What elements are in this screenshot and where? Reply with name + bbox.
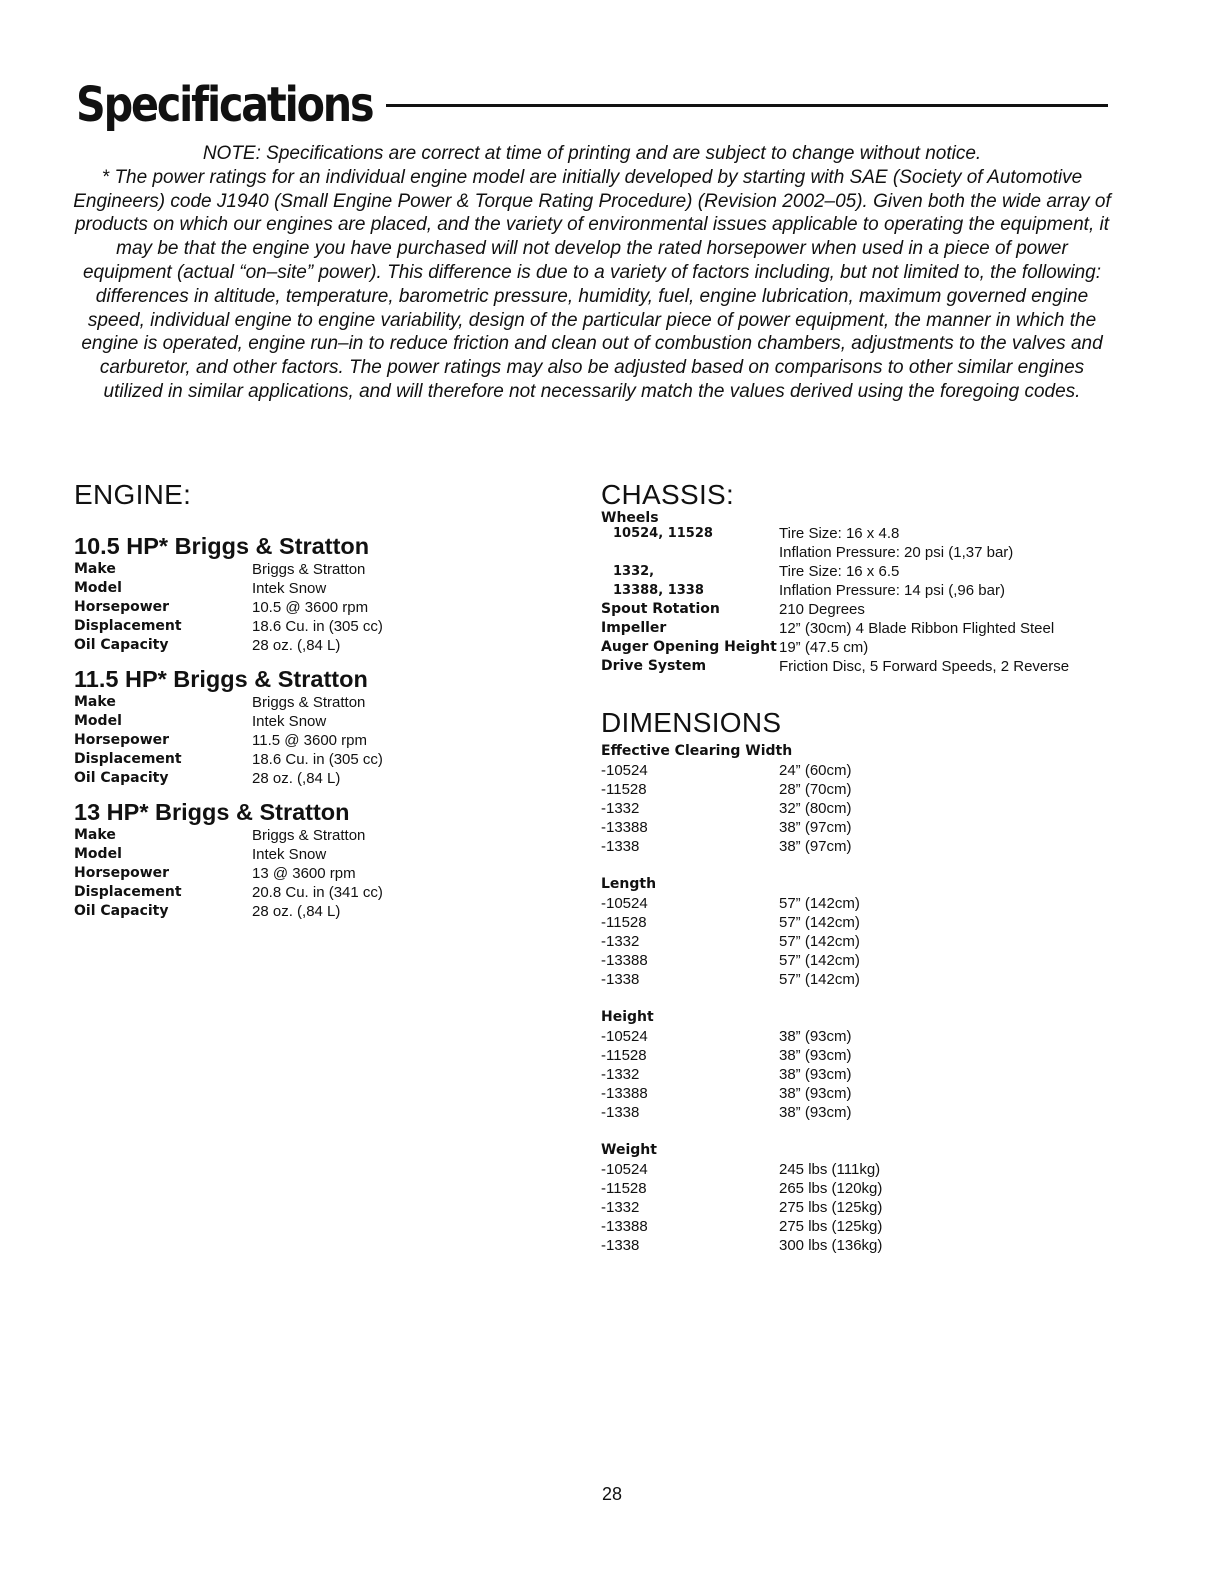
spec-label: Oil Capacity — [74, 637, 169, 653]
dimension-value: 38” (93cm) — [779, 1104, 852, 1121]
chassis-label: Impeller — [601, 620, 667, 636]
engine-column — [74, 478, 574, 921]
dimension-row — [601, 799, 1161, 818]
dimension-row — [601, 1027, 1161, 1046]
spec-row — [74, 636, 574, 655]
spec-label: Make — [74, 561, 116, 577]
spec-label: Horsepower — [74, 732, 170, 748]
engine-heading: ENGINE: — [74, 479, 192, 510]
dimension-row — [601, 1198, 1161, 1217]
chassis-specs — [601, 509, 1161, 676]
title-rule — [386, 104, 1108, 107]
dimension-value: 275 lbs (125kg) — [779, 1218, 883, 1235]
spec-label: Model — [74, 846, 122, 862]
group-spacer — [601, 856, 1161, 875]
dimension-value: 57” (142cm) — [779, 895, 860, 912]
page-number: 28 — [601, 1484, 623, 1504]
group-spacer — [601, 1122, 1161, 1141]
dimension-row — [601, 761, 1161, 780]
dimension-value: 38” (93cm) — [779, 1066, 852, 1083]
note-line: NOTE: Specifications are correct at time of printing and are subject to change without notice. — [202, 143, 982, 164]
chassis-dimensions-column — [601, 478, 1161, 1255]
chassis-value: Tire Size: 16 x 6.5 — [779, 563, 900, 580]
chassis-row — [601, 600, 1161, 619]
dimension-row — [601, 780, 1161, 799]
spec-row — [74, 598, 574, 617]
spec-row — [74, 826, 574, 845]
chassis-row — [601, 657, 1161, 676]
spec-value: Intek Snow — [252, 580, 327, 597]
chassis-value: 210 Degrees — [779, 601, 865, 618]
model-number: -13388 — [601, 1085, 648, 1102]
spec-row — [74, 712, 574, 731]
engine-title: 13 HP* Briggs & Stratton — [74, 799, 350, 825]
model-number: -13388 — [601, 1218, 648, 1235]
model-number: -13388 — [601, 952, 648, 969]
spec-row — [74, 731, 574, 750]
spec-row — [74, 617, 574, 636]
dimension-row — [601, 837, 1161, 856]
dimension-value: 38” (97cm) — [779, 838, 852, 855]
spec-label: Displacement — [74, 751, 182, 767]
chassis-row — [601, 638, 1161, 657]
dimension-group — [601, 742, 1161, 856]
group-spacer — [601, 989, 1161, 1008]
dimension-row — [601, 894, 1161, 913]
dimension-row — [601, 951, 1161, 970]
dimension-value: 38” (93cm) — [779, 1028, 852, 1045]
dimension-row — [601, 970, 1161, 989]
dimension-row — [601, 1084, 1161, 1103]
model-number: -1332 — [601, 1199, 640, 1216]
chassis-value: Tire Size: 16 x 4.8 — [779, 525, 900, 542]
spec-row — [74, 560, 574, 579]
model-number: -1332 — [601, 1066, 640, 1083]
chassis-label: Drive System — [601, 658, 707, 674]
spec-value: 13 @ 3600 rpm — [252, 865, 356, 882]
dimension-group — [601, 1008, 1161, 1122]
model-number: -1338 — [601, 1104, 640, 1121]
model-number: -1338 — [601, 1237, 640, 1254]
spec-label: Displacement — [74, 618, 182, 634]
dimension-row — [601, 1160, 1161, 1179]
model-number: -10524 — [601, 762, 648, 779]
model-number: -11528 — [601, 781, 647, 798]
spec-row — [74, 693, 574, 712]
dimension-value: 38” (97cm) — [779, 819, 852, 836]
chassis-row — [601, 562, 1161, 581]
dimension-row — [601, 1065, 1161, 1084]
spec-value: Briggs & Stratton — [252, 694, 366, 711]
model-number: -11528 — [601, 914, 647, 931]
spec-value: 18.6 Cu. in (305 cc) — [252, 751, 383, 768]
dimension-row — [601, 1103, 1161, 1122]
spec-label: Oil Capacity — [74, 770, 169, 786]
model-number: -1338 — [601, 838, 640, 855]
spec-value: Briggs & Stratton — [252, 561, 366, 578]
dimension-row — [601, 1217, 1161, 1236]
dimension-row — [601, 1046, 1161, 1065]
dimension-row — [601, 1236, 1161, 1255]
dimension-group — [601, 1141, 1161, 1255]
specifications-note — [70, 142, 1114, 404]
dimension-row — [601, 1179, 1161, 1198]
spec-label: Displacement — [74, 884, 182, 900]
dimension-group-title: Length — [601, 876, 657, 892]
spec-label: Oil Capacity — [74, 903, 169, 919]
page-title: Specifications — [76, 77, 373, 133]
spec-value: Briggs & Stratton — [252, 827, 366, 844]
model-number: -10524 — [601, 1161, 648, 1178]
spec-row — [74, 845, 574, 864]
model-number: -11528 — [601, 1180, 647, 1197]
dimension-row — [601, 818, 1161, 837]
dimension-value: 38” (93cm) — [779, 1085, 852, 1102]
model-number: -1338 — [601, 971, 640, 988]
spec-label: Make — [74, 827, 116, 843]
model-number: -13388 — [601, 819, 648, 836]
spec-value: Intek Snow — [252, 846, 327, 863]
model-number: -10524 — [601, 895, 648, 912]
chassis-label: Auger Opening Height — [601, 639, 777, 655]
spec-row — [74, 883, 574, 902]
model-number: -11528 — [601, 1047, 647, 1064]
dimension-value: 57” (142cm) — [779, 933, 860, 950]
chassis-heading: CHASSIS: — [601, 479, 735, 510]
chassis-row — [601, 619, 1161, 638]
dimension-group-title: Weight — [601, 1142, 657, 1158]
engine-title: 11.5 HP* Briggs & Stratton — [74, 666, 368, 692]
spec-row — [74, 864, 574, 883]
spec-value: 28 oz. (,84 L) — [252, 770, 341, 787]
dimension-group-title: Effective Clearing Width — [601, 743, 793, 759]
dimension-value: 24” (60cm) — [779, 762, 852, 779]
dimension-row — [601, 932, 1161, 951]
spec-label: Model — [74, 580, 122, 596]
wheels-label: Wheels — [601, 510, 659, 526]
dimension-value: 38” (93cm) — [779, 1047, 852, 1064]
spec-label: Model — [74, 713, 122, 729]
spec-label: Horsepower — [74, 599, 170, 615]
engine-spec-block — [74, 665, 574, 788]
spec-row — [74, 750, 574, 769]
dimension-value: 300 lbs (136kg) — [779, 1237, 883, 1254]
dimension-value: 275 lbs (125kg) — [779, 1199, 883, 1216]
dimension-row — [601, 913, 1161, 932]
chassis-label: Spout Rotation — [601, 601, 720, 617]
chassis-row — [601, 524, 1161, 543]
dimension-group-title: Height — [601, 1009, 654, 1025]
spec-value: 10.5 @ 3600 rpm — [252, 599, 369, 616]
note-body: * The power ratings for an individual engine model are initially developed by starting with SAE (Society of Automotive Engineers) code J1940 (Small Engine Power & Torque Rating Procedure) (Revision 2002–05). Given both the wide array of products on which our engines are placed, and the variety of environmental issues applicable to operating the equipment, it may be that the engine you have purchased will not develop the rated horsepower when used in a piece of power equipment (actual “on–site” power). This difference is due to a variety of factors including, but not limited to, the following: differences in altitude, temperature, barometric pressure, humidity, fuel, engine lubrication, maximum governed engine speed, individual engine to engine variability, design of the particular piece of power equipment, the manner in which the engine is operated, engine run–in to reduce friction and clean out of combustion chambers, adjustments to the valves and carburetor, and other factors. The power ratings may also be adjusted based on comparisons to other similar engines utilized in similar applications, and will therefore not necessarily match the values derived using the foregoing codes. — [73, 166, 1111, 402]
dimension-value: 57” (142cm) — [779, 971, 860, 988]
chassis-rows — [601, 524, 1161, 676]
spec-value: 20.8 Cu. in (341 cc) — [252, 884, 383, 901]
engine-title: 10.5 HP* Briggs & Stratton — [74, 533, 370, 559]
chassis-row — [601, 581, 1161, 600]
chassis-label: 10524, 11528 — [613, 526, 713, 541]
chassis-value: 12” (30cm) 4 Blade Ribbon Flighted Steel — [779, 620, 1055, 637]
chassis-value: Inflation Pressure: 20 psi (1,37 bar) — [779, 544, 1014, 561]
chassis-label: 1332, — [613, 564, 655, 579]
dimension-groups — [601, 742, 1161, 1255]
dimension-value: 57” (142cm) — [779, 952, 860, 969]
dimension-group — [601, 875, 1161, 989]
chassis-value: Inflation Pressure: 14 psi (,96 bar) — [779, 582, 1005, 599]
model-number: -10524 — [601, 1028, 648, 1045]
dimension-value: 28” (70cm) — [779, 781, 852, 798]
engine-spec-block — [74, 532, 574, 655]
dimension-value: 32” (80cm) — [779, 800, 852, 817]
dimensions-heading: DIMENSIONS — [601, 707, 782, 738]
spec-label: Make — [74, 694, 116, 710]
model-number: -1332 — [601, 800, 640, 817]
chassis-label: 13388, 1338 — [613, 583, 704, 598]
spec-row — [74, 902, 574, 921]
spec-value: 11.5 @ 3600 rpm — [252, 732, 368, 749]
spec-value: 28 oz. (,84 L) — [252, 637, 341, 654]
dimension-value: 57” (142cm) — [779, 914, 860, 931]
chassis-value: Friction Disc, 5 Forward Speeds, 2 Reverse — [779, 658, 1070, 675]
spec-value: Intek Snow — [252, 713, 327, 730]
chassis-label — [601, 543, 779, 562]
dimension-value: 265 lbs (120kg) — [779, 1180, 883, 1197]
spec-label: Horsepower — [74, 865, 170, 881]
spec-value: 18.6 Cu. in (305 cc) — [252, 618, 383, 635]
chassis-row — [601, 543, 1161, 562]
spec-row — [74, 579, 574, 598]
spec-value: 28 oz. (,84 L) — [252, 903, 341, 920]
engine-blocks — [74, 532, 574, 921]
dimension-value: 245 lbs (111kg) — [779, 1161, 881, 1178]
chassis-value: 19” (47.5 cm) — [779, 639, 869, 656]
model-number: -1332 — [601, 933, 640, 950]
spec-row — [74, 769, 574, 788]
page-header — [76, 77, 1108, 133]
engine-spec-block — [74, 798, 574, 921]
